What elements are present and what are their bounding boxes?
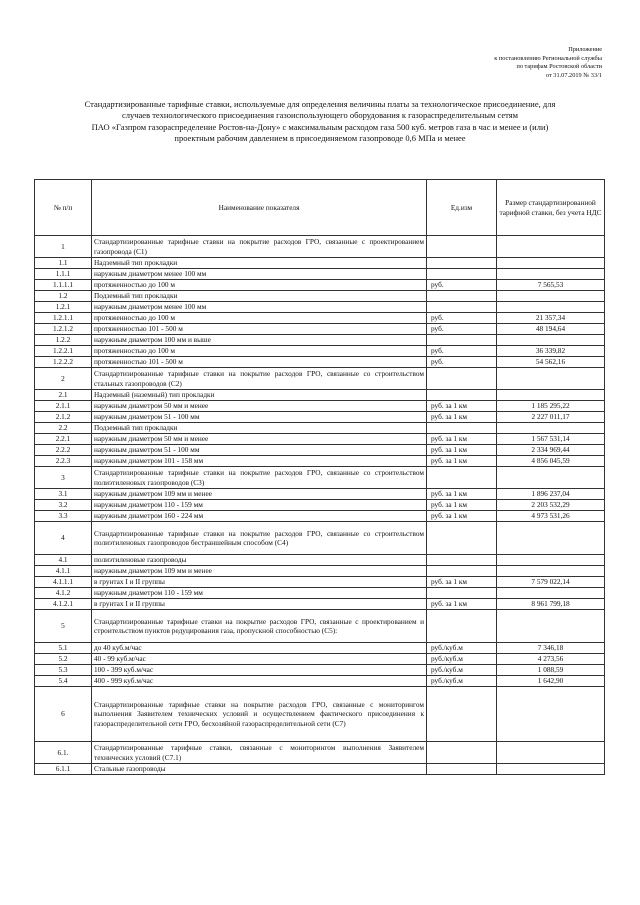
row-value	[497, 423, 605, 434]
table-row	[35, 390, 605, 401]
row-name: протяженностью до 100 м	[92, 346, 427, 357]
title-line: Стандартизированные тарифные ставки, используемые для определения величины платы за технологическое присоединение, для	[84, 99, 556, 109]
row-value	[497, 764, 605, 775]
header-unit: Ед.изм	[427, 180, 497, 236]
title-line: случаев технологического присоединения газоиспользующего оборудования к газораспределительным сетям	[121, 110, 519, 121]
row-num: 1.2.2	[35, 335, 92, 346]
row-unit	[427, 764, 497, 775]
row-value	[497, 522, 605, 555]
row-unit: руб.	[427, 313, 497, 324]
row-value: 8 961 799,18	[497, 599, 605, 610]
row-num: 3.2	[35, 500, 92, 511]
table-row	[35, 555, 605, 566]
table-row	[35, 236, 605, 258]
row-unit: руб./куб.м	[427, 665, 497, 676]
row-name: наружным диаметром 110 - 159 мм	[92, 500, 427, 511]
table-row	[35, 302, 605, 313]
row-value	[497, 742, 605, 764]
table-row	[35, 500, 605, 511]
row-value: 21 357,34	[497, 313, 605, 324]
row-name: Подземный тип прокладки	[92, 423, 427, 434]
table-row	[35, 291, 605, 302]
row-unit	[427, 335, 497, 346]
row-value	[497, 291, 605, 302]
row-num: 6	[35, 687, 92, 742]
row-name: Стандартизированные тарифные ставки на покрытие расходов ГРО, связанные со строительством полиэтиленовых газопроводов (С3)	[92, 467, 427, 489]
row-value	[497, 687, 605, 742]
table-row	[35, 258, 605, 269]
row-name: Надземный (наземный) тип прокладки	[92, 390, 427, 401]
row-num: 6.1.	[35, 742, 92, 764]
row-num: 1.1.1	[35, 269, 92, 280]
row-value: 54 562,16	[497, 357, 605, 368]
row-value	[497, 269, 605, 280]
row-num: 2.1.2	[35, 412, 92, 423]
row-name: протяженностью до 100 м	[92, 313, 427, 324]
row-num: 4.1.2	[35, 588, 92, 599]
row-num: 4	[35, 522, 92, 555]
appendix-note	[494, 46, 602, 80]
row-value	[497, 368, 605, 390]
row-unit	[427, 742, 497, 764]
row-name: Стальные газопроводы	[92, 764, 427, 775]
row-name: Стандартизированные тарифные ставки на покрытие расходов ГРО, связанные с проектированием и строительством пунктов редуцирования газа, пропускной способностью (С5):	[92, 610, 427, 643]
row-name: наружным диаметром менее 100 мм	[92, 269, 427, 280]
row-num: 3.1	[35, 489, 92, 500]
table-row	[35, 412, 605, 423]
row-name: наружным диаметром 50 мм и менее	[92, 434, 427, 445]
row-unit	[427, 302, 497, 313]
row-num: 1.2.2.1	[35, 346, 92, 357]
row-unit	[427, 236, 497, 258]
table-row	[35, 434, 605, 445]
header-name: Наименование показателя	[92, 180, 427, 236]
appendix-line: к постановлению Региональной службы	[494, 54, 602, 62]
row-unit	[427, 423, 497, 434]
row-value: 1 567 531,14	[497, 434, 605, 445]
table-row	[35, 522, 605, 555]
row-num: 4.1.1	[35, 566, 92, 577]
row-unit: руб.	[427, 346, 497, 357]
row-value	[497, 467, 605, 489]
row-unit	[427, 588, 497, 599]
row-name: наружным диаметром 50 мм и менее	[92, 401, 427, 412]
table-row	[35, 357, 605, 368]
row-num: 5.3	[35, 665, 92, 676]
row-unit	[427, 566, 497, 577]
table-row	[35, 445, 605, 456]
row-unit: руб. за 1 км	[427, 500, 497, 511]
row-unit: руб. за 1 км	[427, 401, 497, 412]
row-unit	[427, 467, 497, 489]
row-value: 2 227 011,17	[497, 412, 605, 423]
row-value: 36 339,82	[497, 346, 605, 357]
row-num: 1.2.1.1	[35, 313, 92, 324]
row-num: 5.1	[35, 643, 92, 654]
table-row	[35, 599, 605, 610]
row-name: наружным диаметром 109 мм и менее	[92, 489, 427, 500]
row-num: 4.1.2.1	[35, 599, 92, 610]
table-row	[35, 269, 605, 280]
table-row	[35, 566, 605, 577]
row-name: 40 - 99 куб.м/час	[92, 654, 427, 665]
header-num: № п/п	[35, 180, 92, 236]
row-name: наружным диаметром 101 - 158 мм	[92, 456, 427, 467]
row-value	[497, 258, 605, 269]
row-num: 2.2	[35, 423, 92, 434]
row-unit: руб.	[427, 357, 497, 368]
table-row	[35, 577, 605, 588]
document-title	[34, 99, 606, 144]
table-row	[35, 280, 605, 291]
row-name: в грунтах I и II группы	[92, 599, 427, 610]
row-value	[497, 302, 605, 313]
row-value: 4 856 045,59	[497, 456, 605, 467]
row-num: 1	[35, 236, 92, 258]
row-name: Стандартизированные тарифные ставки на покрытие расходов ГРО, связанные с мониторингом выполнения Заявителем технических условий и осуществлением фактического присоединения к газораспределительной сети ГРО, бесхозяйной газораспределительной сети (С7)	[92, 687, 427, 742]
row-name: в грунтах I и II группы	[92, 577, 427, 588]
row-name: протяженностью 101 - 500 м	[92, 357, 427, 368]
row-name: 100 - 399 куб.м/час	[92, 665, 427, 676]
row-unit: руб./куб.м	[427, 654, 497, 665]
table-row	[35, 588, 605, 599]
row-name: наружным диаметром 160 - 224 мм	[92, 511, 427, 522]
row-num: 1.1.1.1	[35, 280, 92, 291]
row-unit	[427, 390, 497, 401]
table-row	[35, 346, 605, 357]
row-value: 4 973 531,26	[497, 511, 605, 522]
row-name: Стандартизированные тарифные ставки на покрытие расходов ГРО, связанные с проектированием газопровода (С1)	[92, 236, 427, 258]
row-unit	[427, 258, 497, 269]
table-row	[35, 313, 605, 324]
appendix-line: от 31.07.2019 № 33/1	[545, 71, 602, 79]
row-value: 7 346,18	[497, 643, 605, 654]
row-unit: руб. за 1 км	[427, 489, 497, 500]
table-row	[35, 665, 605, 676]
row-num: 3	[35, 467, 92, 489]
table-row	[35, 467, 605, 489]
row-unit	[427, 522, 497, 555]
row-value: 1 642,90	[497, 676, 605, 687]
appendix-line: Приложение	[568, 46, 602, 53]
table-row	[35, 335, 605, 346]
row-name: Стандартизированные тарифные ставки, связанные с мониторингом выполнения Заявителем технических условий (С7.1)	[92, 742, 427, 764]
row-value: 1 896 237,04	[497, 489, 605, 500]
table-row	[35, 676, 605, 687]
row-value: 2 334 969,44	[497, 445, 605, 456]
table-row	[35, 687, 605, 742]
row-unit: руб. за 1 км	[427, 412, 497, 423]
row-value: 2 203 532,29	[497, 500, 605, 511]
table-row	[35, 456, 605, 467]
table-row	[35, 489, 605, 500]
row-value	[497, 566, 605, 577]
tariff-table	[34, 179, 605, 775]
row-value	[497, 610, 605, 643]
row-value: 4 273,56	[497, 654, 605, 665]
row-unit	[427, 368, 497, 390]
row-num: 5.4	[35, 676, 92, 687]
table-row	[35, 742, 605, 764]
table-body	[35, 236, 605, 775]
row-num: 2.2.2	[35, 445, 92, 456]
table-row	[35, 324, 605, 335]
row-value	[497, 555, 605, 566]
table-row	[35, 654, 605, 665]
row-num: 6.1.1	[35, 764, 92, 775]
header-value: Размер стандартизированной тарифной ставки, без учета НДС	[497, 180, 605, 236]
row-unit	[427, 269, 497, 280]
row-num: 2	[35, 368, 92, 390]
row-name: наружным диаметром 51 - 100 мм	[92, 445, 427, 456]
row-name: Стандартизированные тарифные ставки на покрытие расходов ГРО, связанные со строительством стальных газопроводов (С2)	[92, 368, 427, 390]
row-num: 2.2.3	[35, 456, 92, 467]
row-unit: руб.	[427, 280, 497, 291]
row-num: 4.1	[35, 555, 92, 566]
table-row	[35, 401, 605, 412]
row-name: 400 - 999 куб.м/час	[92, 676, 427, 687]
table-row	[35, 511, 605, 522]
table-row	[35, 423, 605, 434]
row-unit: руб./куб.м	[427, 676, 497, 687]
row-unit: руб.	[427, 324, 497, 335]
row-num: 1.2.1	[35, 302, 92, 313]
row-value: 7 565,53	[497, 280, 605, 291]
title-line: проектным рабочим давлением в присоединяемом газопроводе 0,6 МПа и менее	[174, 132, 466, 143]
row-name: наружным диаметром 109 мм и менее	[92, 566, 427, 577]
row-name: полиэтиленовые газопроводы	[92, 555, 427, 566]
row-name: наружным диаметром 51 - 100 мм	[92, 412, 427, 423]
table-row	[35, 643, 605, 654]
row-num: 1.2.1.2	[35, 324, 92, 335]
row-name: протяженностью 101 - 500 м	[92, 324, 427, 335]
row-unit: руб. за 1 км	[427, 511, 497, 522]
row-num: 1.2.2.2	[35, 357, 92, 368]
row-unit	[427, 291, 497, 302]
row-num: 2.1	[35, 390, 92, 401]
row-value	[497, 236, 605, 258]
row-value: 1 185 295,22	[497, 401, 605, 412]
row-value: 1 088,59	[497, 665, 605, 676]
row-name: Подземный тип прокладки	[92, 291, 427, 302]
row-value: 7 579 022,14	[497, 577, 605, 588]
title-line: ПАО «Газпром газораспределение Ростов-на-Дону» с максимальным расходом газа 500 куб. метров газа в час и менее и (или)	[91, 121, 549, 132]
row-unit: руб. за 1 км	[427, 434, 497, 445]
row-num: 5	[35, 610, 92, 643]
row-unit: руб. за 1 км	[427, 599, 497, 610]
row-unit	[427, 555, 497, 566]
row-num: 3.3	[35, 511, 92, 522]
row-num: 1.2	[35, 291, 92, 302]
appendix-line: по тарифам Ростовской области	[516, 63, 602, 71]
row-name: наружным диаметром 110 - 159 мм	[92, 588, 427, 599]
row-value	[497, 390, 605, 401]
row-name: наружным диаметром 100 мм и выше	[92, 335, 427, 346]
row-unit: руб./куб.м	[427, 643, 497, 654]
row-name: до 40 куб.м/час	[92, 643, 427, 654]
table-row	[35, 610, 605, 643]
table-row	[35, 368, 605, 390]
row-num: 2.1.1	[35, 401, 92, 412]
row-unit: руб. за 1 км	[427, 445, 497, 456]
row-value	[497, 588, 605, 599]
table-row	[35, 764, 605, 775]
row-name: Стандартизированные тарифные ставки на покрытие расходов ГРО, связанные со строительством полиэтиленовых газопроводов бестраншейным способом (С4)	[92, 522, 427, 555]
row-unit: руб. за 1 км	[427, 456, 497, 467]
row-value: 48 194,64	[497, 324, 605, 335]
row-unit: руб. за 1 км	[427, 577, 497, 588]
row-name: наружным диаметром менее 100 мм	[92, 302, 427, 313]
row-name: Надземный тип прокладки	[92, 258, 427, 269]
row-num: 5.2	[35, 654, 92, 665]
row-value	[497, 335, 605, 346]
row-num: 4.1.1.1	[35, 577, 92, 588]
row-num: 1.1	[35, 258, 92, 269]
row-unit	[427, 610, 497, 643]
row-name: протяженностью до 100 м	[92, 280, 427, 291]
row-num: 2.2.1	[35, 434, 92, 445]
table-header-row	[35, 180, 605, 236]
row-unit	[427, 687, 497, 742]
